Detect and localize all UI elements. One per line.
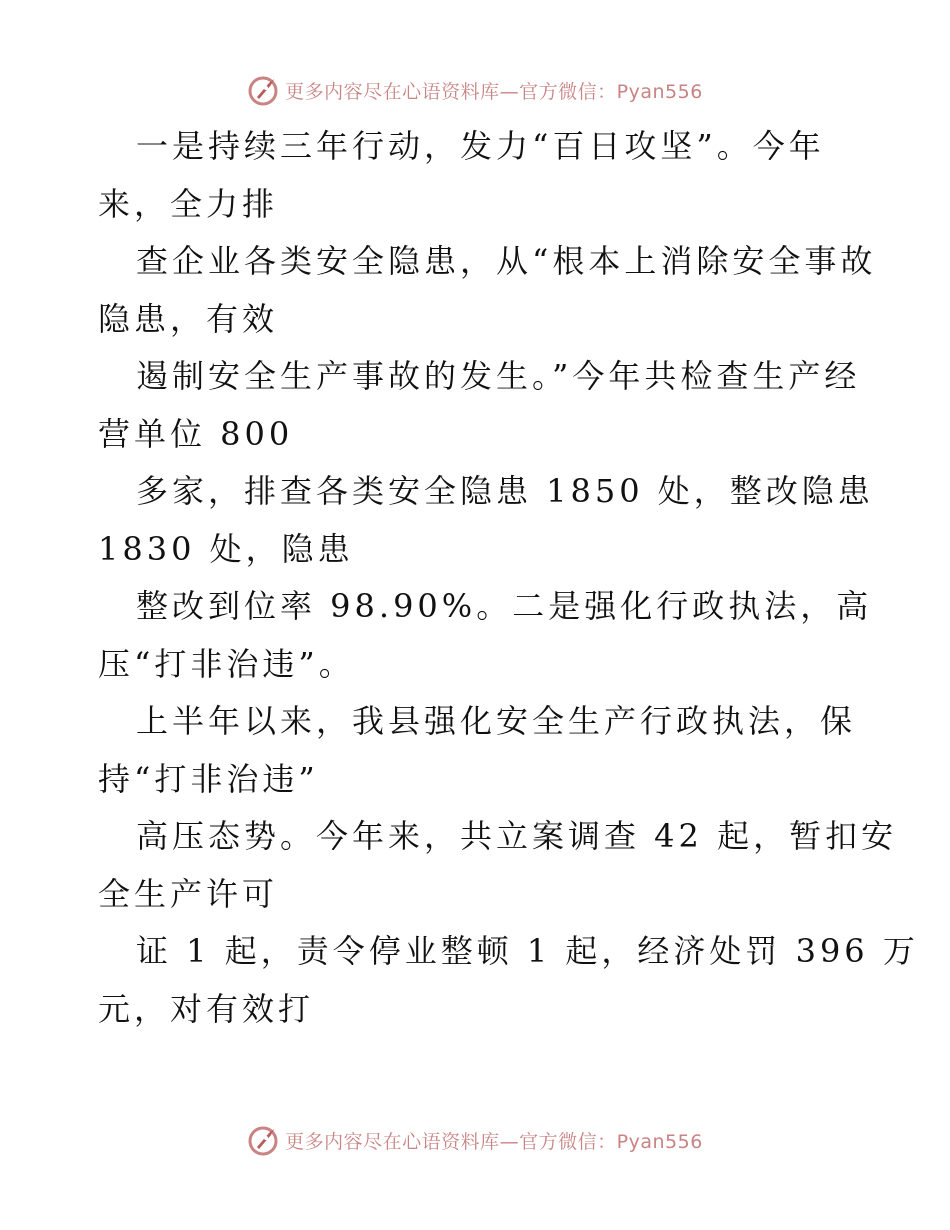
text-line: 查企业各类安全隐患，从“根本上消除安全事故 <box>136 242 877 280</box>
pen-nib-logo-icon <box>247 73 281 107</box>
text-line: 多家，排查各类安全隐患 1850 处，整改隐患 <box>136 472 874 510</box>
pen-nib-logo-icon <box>247 1123 281 1157</box>
text-line: 元，对有效打 <box>98 989 315 1028</box>
text-line: 来，全力排 <box>98 184 279 223</box>
text-line: 全生产许可 <box>98 874 279 913</box>
text-line: 隐患，有效 <box>98 299 279 338</box>
text-line: 上半年以来，我县强化安全生产行政执法，保 <box>136 702 857 740</box>
text-line: 遏制安全生产事故的发生。”今年共检查生产经 <box>136 357 861 395</box>
document-body <box>98 118 919 1038</box>
header-banner <box>0 70 950 110</box>
footer-banner-text: 更多内容尽在心语资料库—官方微信：Pyan556 <box>285 1130 703 1153</box>
text-line: 营单位 800 <box>98 414 294 453</box>
text-line: 压“打非治违”。 <box>98 644 355 683</box>
text-line: 持“打非治违” <box>98 759 319 798</box>
text-line: 高压态势。今年来，共立案调查 42 起，暂扣安 <box>136 817 898 855</box>
text-line: 一是持续三年行动，发力“百日攻坚”。今年 <box>136 127 825 165</box>
header-banner-text: 更多内容尽在心语资料库—官方微信：Pyan556 <box>285 80 703 103</box>
text-line: 整改到位率 98.90%。二是强化行政执法，高 <box>136 587 873 625</box>
text-line: 1830 处，隐患 <box>98 529 354 568</box>
footer-banner <box>0 1120 950 1160</box>
text-line: 证 1 起，责令停业整顿 1 起，经济处罚 396 万 <box>136 932 919 970</box>
